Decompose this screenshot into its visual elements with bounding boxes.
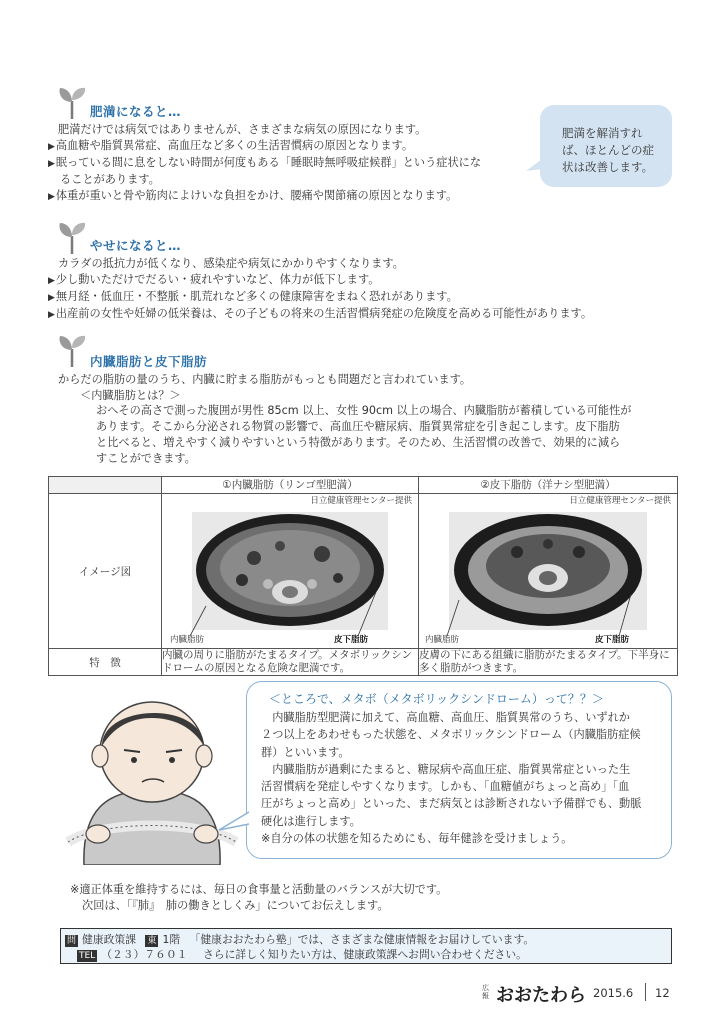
feature-subcutaneous: 皮膚の下にある組織に脂肪がたまるタイプ。下半身に多く脂肪がつきます。 — [419, 649, 678, 676]
brand-prefix: 広報 — [482, 984, 489, 1000]
tel-tag: TEL — [79, 951, 96, 961]
contact-message-2: さらに詳しく知りたい方は、健康政策課へお問い合わせください。 — [203, 948, 527, 961]
ct-scan-visceral — [162, 508, 418, 648]
metabo-line: 内臓脂肪型肥満に加えて、高血糖、高血圧、脂質異常のうち、いずれか — [261, 711, 630, 724]
metabo-info-box — [246, 681, 672, 859]
metabo-line: 硬化は進行します。 — [261, 814, 361, 828]
thin-text — [48, 256, 592, 323]
note-line: 次回は、「『肺』 肺の働きとしくみ」についてお伝えします。 — [82, 899, 389, 912]
obesity-text — [48, 122, 481, 205]
obesity-line: ることがあります。 — [60, 173, 160, 186]
fat-desc-line: と比べると、増えやすく減りやすいという特徴があります。そのため、生活習慣の改善で、効果的に減ら — [96, 436, 621, 449]
telephone-number: （２３）７６０１ — [101, 948, 188, 961]
metabo-line: ※自分の体の状態を知るためにも、毎年健診を受けましょう。 — [261, 832, 573, 846]
label-subcutaneous-fat: 皮下脂肪 — [334, 635, 369, 645]
obesity-line: 肥満だけでは病気ではありませんが、さまざまな病気の原因になります。 — [58, 123, 427, 136]
metabo-text — [261, 709, 661, 847]
label-subcutaneous-fat: 皮下脂肪 — [595, 635, 630, 645]
metabo-line: 群）といいます。 — [261, 745, 350, 759]
fat-intro: からだの脂肪の量のうち、内臓に貯まる脂肪がもっとも問題だと言われています。 — [58, 373, 472, 386]
page-number: 12 — [655, 986, 670, 1000]
label-visceral-fat: 内臓脂肪 — [425, 635, 460, 645]
image-credit: 日立健康管理センター提供 — [310, 496, 412, 506]
page-divider — [645, 983, 646, 1001]
sprout-icon — [56, 220, 88, 254]
metabo-line: 活習慣病を発症しやすくなります。しかも、「血糖値がちょっと高め」「血 — [261, 780, 630, 794]
section-title-thin: やせになると… — [90, 238, 182, 253]
obesity-line: ▶ 高血糖や脂質異常症、高血圧など多くの生活習慣病の原因となります。 — [48, 138, 481, 155]
visceral-image-cell — [162, 494, 419, 649]
fat-desc-line: すことができます。 — [96, 452, 196, 465]
fat-desc-line: おへその高さで測った腹囲が男性 85cm 以上、女性 90cm 以上の場合、内臓脂肪が蓄積している可能性が — [96, 404, 632, 417]
sprout-icon — [56, 333, 88, 367]
metabo-title: ＜ところで、メタボ（メタボリックシンドローム）って？？＞ — [269, 692, 604, 706]
thin-line: ▶ 出産前の女性や妊婦の低栄養は、その子どもの将来の生活習慣病発症の危険度を高める可能性があります。 — [48, 306, 592, 323]
subcutaneous-image-cell — [419, 494, 678, 649]
contact-box — [60, 928, 672, 964]
label-visceral-fat: 内臓脂肪 — [170, 635, 205, 645]
callout-bubble — [540, 105, 672, 187]
waist-measuring-man-illustration — [62, 690, 242, 865]
callout-pointer — [526, 157, 544, 175]
inquiry-tag: 問 — [67, 936, 77, 946]
table-corner — [49, 477, 162, 494]
thin-line: ▶ 無月経・低血圧・不整脈・肌荒れなど多くの健康障害をまねく恐れがあります。 — [48, 289, 592, 306]
metabo-line: 内臓脂肪が過剰にたまると、糖尿病や高血圧症、脂質異常症といった生 — [261, 762, 631, 776]
fat-desc-line: あります。そこから分泌される物質の影響で、高血圧や糖尿病、脂質異常症を引き起こします。皮下脂肪 — [96, 420, 620, 433]
metabo-line: 圧がちょっと高め」といった、まだ病気とは診断されない予備群でも、動脈 — [261, 797, 642, 811]
thin-line: カラダの抵抗力が低くなり、感染症や病気にかかりやすくなります。 — [58, 257, 404, 270]
building-tag: 東 — [147, 936, 157, 946]
sprout-icon — [56, 85, 88, 119]
metabo-line: ２つ以上をあわせもった状態を、メタボリックシンドローム（内臓脂肪症候 — [261, 728, 641, 742]
obesity-line: ▶ 眠っている間に息をしない時間が何度もある「睡眠時無呼吸症候群」という症状にな — [48, 155, 481, 172]
row-label-image: イメージ図 — [49, 494, 162, 649]
floor: 1階 — [162, 933, 181, 946]
row-label-features: 特 徴 — [49, 649, 162, 676]
thin-line: ▶ 少し動いただけでだるい・疲れやすいなど、体力が低下します。 — [48, 272, 592, 289]
table-header-visceral: ①内臓脂肪（リンゴ型肥満） — [162, 477, 419, 494]
callout-text: 肥満を解消すれば、ほとんどの症状は改善します。 — [562, 126, 654, 174]
note-text — [70, 882, 447, 914]
note-line: ※適正体重を維持するには、毎日の食事量と活動量のバランスが大切です。 — [70, 883, 448, 896]
fat-comparison-table — [48, 476, 678, 676]
fat-subheading: ＜内臓脂肪とは？＞ — [80, 389, 181, 402]
obesity-line: ▶ 体重が重いと骨や筋肉によけいな負担をかけ、腰痛や関節痛の原因となります。 — [48, 188, 481, 205]
feature-visceral: 内臓の周りに脂肪がたまるタイプ。メタボリックシンドロームの原因となる危険な肥満です。 — [162, 649, 419, 676]
department: 健康政策課 — [82, 933, 136, 946]
bubble-pointer — [219, 810, 251, 834]
fat-description — [96, 403, 631, 467]
section-title-fat: 内臓脂肪と皮下脂肪 — [90, 354, 208, 369]
contact-message-1: 「健康おおたわら塾」では、さまざまな健康情報をお届けしています。 — [189, 933, 535, 946]
image-credit: 日立健康管理センター提供 — [569, 496, 671, 506]
ct-scan-subcutaneous — [419, 508, 677, 648]
contact-line-2 — [77, 947, 527, 962]
publication-logo: おおたわら — [496, 985, 586, 1006]
issue-date: 2015.6 — [593, 986, 634, 1000]
table-header-subcutaneous: ②皮下脂肪（洋ナシ型肥満） — [419, 477, 678, 494]
section-title-obesity: 肥満になると… — [90, 104, 182, 119]
contact-line-1 — [65, 932, 534, 947]
